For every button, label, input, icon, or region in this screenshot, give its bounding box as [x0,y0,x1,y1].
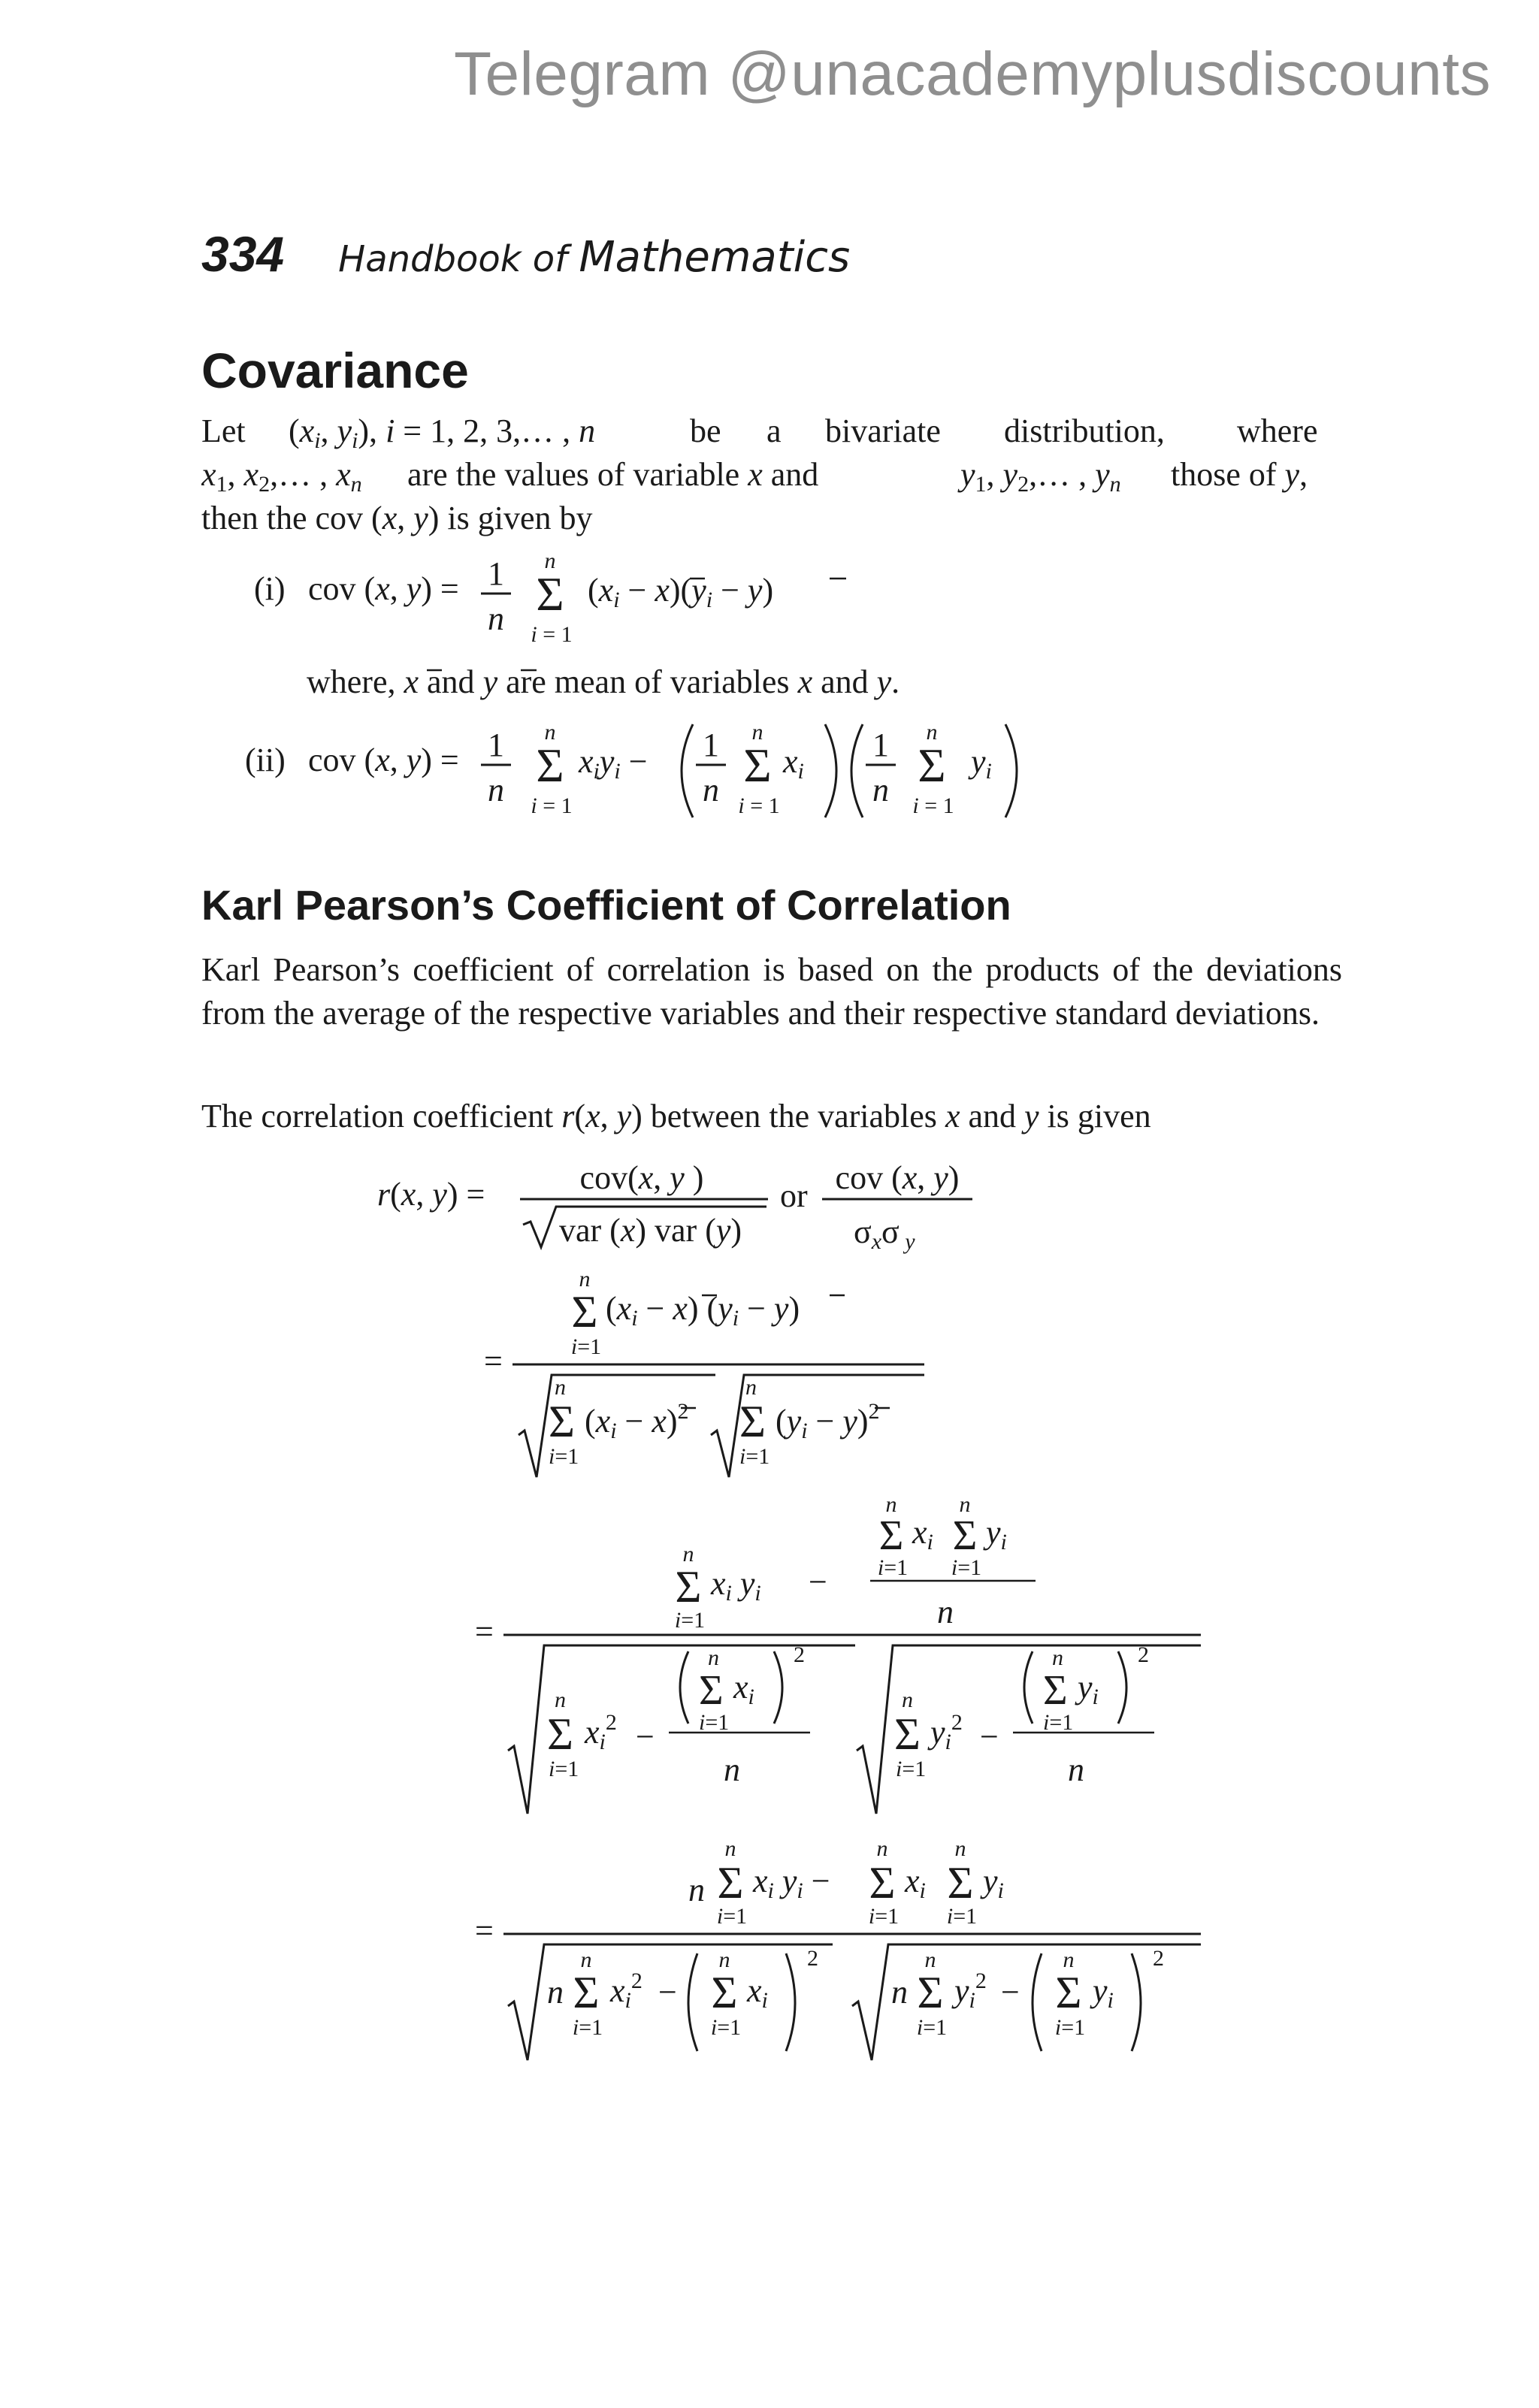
svg-text:i=1: i=1 [1043,1710,1074,1735]
svg-text:Σ: Σ [894,1709,921,1759]
svg-text:xiyi −: xiyi − [579,743,648,784]
svg-text:n: n [544,720,556,745]
svg-text:=: = [475,1912,494,1949]
svg-text:then the cov (x, y) is given b: then the cov (x, y) is given by [201,500,593,536]
pearson-paragraph-2-render [201,1094,1342,1139]
svg-text:(xi, yi), i = 1, 2, 3,… , n: (xi, yi), i = 1, 2, 3,… , n [289,412,596,453]
svg-text:1: 1 [488,727,504,763]
svg-text:n: n [926,720,938,745]
svg-text:=: = [484,1343,503,1379]
svg-text:i=1: i=1 [570,1334,602,1359]
svg-text:1: 1 [703,727,719,763]
svg-text:cov(x, y ): cov(x, y ) [579,1159,704,1196]
svg-text:yi: yi [1078,1669,1099,1709]
svg-text:Σ: Σ [547,1709,573,1759]
svg-text:Σ: Σ [536,739,564,792]
page-header [201,225,850,293]
svg-text:2: 2 [794,1642,805,1667]
svg-text:i=1: i=1 [710,2015,742,2040]
svg-text:n: n [1068,1751,1084,1788]
svg-text:var (x) var (y): var (x) var (y) [559,1212,742,1249]
svg-text:n: n [745,1375,757,1400]
svg-text:Σ: Σ [917,1968,944,2017]
svg-text:n: n [547,1974,564,2011]
svg-text:Σ: Σ [699,1667,724,1714]
svg-text:n: n [751,720,763,745]
svg-text:Σ: Σ [743,739,772,792]
svg-text:(xi − x)2: (xi − x)$^2$ [585,1399,689,1443]
svg-text:n: n [885,1495,897,1517]
svg-text:n: n [544,548,556,573]
svg-text:n: n [1063,1947,1075,1972]
svg-text:i=1: i=1 [896,1757,927,1781]
svg-text:−: − [809,1564,827,1600]
svg-text:n: n [724,1836,736,1861]
svg-text:y1, y2,… , yn: y1, y2,… , yn [960,456,1121,497]
svg-text:n: n [1052,1645,1063,1670]
svg-text:cov (x, y) =: cov (x, y) = [308,742,459,778]
svg-text:2: 2 [1153,1946,1164,1971]
svg-text:n: n [724,1751,740,1788]
pearson-formula-4 [472,1833,1208,2074]
svg-text:i=1: i=1 [674,1608,706,1633]
item1-label: (i) [254,570,286,607]
svg-text:xi: xi [747,1972,768,2013]
svg-text:i=1: i=1 [739,1444,770,1469]
svg-text:r(x, y) =: r(x, y) = [377,1176,485,1213]
svg-text:n: n [708,1645,719,1670]
svg-text:i = 1: i = 1 [531,793,573,818]
covariance-formula-1 [248,547,924,652]
pearson-paragraph-2 [201,1094,1342,1150]
svg-text:i = 1: i = 1 [912,793,954,818]
svg-text:Σ: Σ [1043,1667,1068,1714]
svg-text:yi2: $yi^2$ [954,1968,987,2013]
svg-text:n: n [937,1594,954,1630]
svg-text:Σ: Σ [1055,1968,1082,2017]
svg-text:n: n [488,772,504,808]
svg-text:x1, x2,… , xn: x1, x2,… , xn [201,456,362,497]
svg-text:a: a [766,412,782,449]
svg-text:cov (x, y) =: cov (x, y) = [308,570,459,607]
section-title-covariance: Covariance [201,343,469,398]
svg-text:xi2: $xi^2$ [585,1710,617,1754]
svg-text:−: − [980,1718,999,1755]
svg-text:Σ: Σ [573,1968,600,2017]
svg-text:where: where [1237,412,1318,449]
svg-text:distribution,: distribution, [1004,412,1165,449]
svg-text:i=1: i=1 [946,1904,978,1929]
svg-text:xi: xi [905,1863,926,1903]
svg-text:those of y,: those of y, [1171,456,1308,493]
svg-text:i = 1: i = 1 [531,622,573,647]
item2-label: (ii) [245,742,286,778]
svg-text:xi: xi [783,743,804,784]
svg-text:n: n [891,1974,908,2011]
svg-text:1: 1 [872,727,889,763]
svg-text:xi yi −: xi yi − [753,1863,830,1903]
covariance-formula-2 [242,714,1069,834]
svg-text:n: n [872,772,889,808]
svg-text:Σ: Σ [536,567,564,621]
svg-text:i=1: i=1 [699,1710,730,1735]
svg-text:The correlation coefficient r(: The correlation coefficient r(x, y) between the variables x and y is given [201,1098,1151,1135]
book-prefix: Handbook of [338,238,568,280]
svg-text:xi yi: xi yi [711,1565,761,1606]
svg-text:−: − [1001,1974,1020,2011]
svg-text:(yi − y)2: (yi − y)$^2$ [776,1399,880,1443]
svg-text:or: or [780,1177,808,1214]
svg-text:−: − [636,1718,655,1755]
svg-text:Σ: Σ [571,1287,598,1337]
svg-text:where, x and y are mean of var: where, x and y are mean of variables x and y. [307,663,900,700]
svg-text:xi: xi [912,1514,933,1554]
svg-text:xi2: $xi^2$ [610,1968,643,2013]
svg-text:1: 1 [488,555,504,592]
svg-text:yi: yi [983,1863,1004,1903]
svg-text:n: n [924,1947,936,1972]
page-number: 334 [201,226,285,282]
svg-text:σxσ y: σxσ y [854,1213,915,1254]
pearson-paragraph-1: Karl Pearson’s coefficient of correlation is based on the products of the deviations from the average of the respective variables and their respective standard deviations. [201,951,1342,1032]
svg-text:Σ: Σ [918,739,946,792]
svg-text:bivariate: bivariate [825,412,941,449]
svg-text:n: n [876,1836,888,1861]
svg-text:n: n [580,1947,592,1972]
section-title-pearson: Karl Pearson’s Coefficient of Correlation [201,881,1011,929]
svg-text:(xi − x) (yi − y): (xi − x) (yi − y) [606,1290,800,1331]
svg-text:n: n [902,1687,913,1712]
svg-text:Σ: Σ [549,1397,575,1446]
svg-text:are the values of variable x a: are the values of variable x and [407,456,819,493]
running-head [338,233,850,282]
svg-text:n: n [579,1270,591,1292]
svg-text:=: = [475,1613,494,1650]
svg-text:i=1: i=1 [868,1904,900,1929]
svg-text:yi: yi [971,743,992,784]
svg-text:n: n [682,1542,694,1567]
pearson-formula-3 [472,1495,1208,1826]
svg-text:n: n [688,1872,705,1908]
svg-text:yi: yi [986,1514,1007,1554]
svg-text:2: 2 [807,1946,818,1971]
svg-text:n: n [555,1687,566,1712]
svg-text:i=1: i=1 [916,2015,948,2040]
svg-text:n: n [555,1375,566,1400]
svg-text:i=1: i=1 [951,1555,982,1580]
svg-text:Σ: Σ [739,1397,766,1446]
svg-text:Σ: Σ [869,1858,896,1908]
covariance-intro-render [201,412,1342,547]
svg-text:Σ: Σ [952,1512,978,1559]
svg-text:cov (x, y): cov (x, y) [835,1159,960,1196]
svg-text:i=1: i=1 [716,1904,748,1929]
svg-text:2: 2 [1138,1642,1149,1667]
svg-text:xi: xi [733,1669,754,1709]
svg-text:i = 1: i = 1 [738,793,780,818]
svg-text:i=1: i=1 [877,1555,909,1580]
svg-text:Let: Let [201,412,246,449]
covariance-intro [201,412,1342,558]
svg-text:n: n [954,1836,966,1861]
svg-text:Σ: Σ [675,1562,702,1612]
svg-text:i=1: i=1 [572,2015,603,2040]
svg-text:Σ: Σ [878,1512,904,1559]
svg-text:n: n [488,600,504,637]
svg-text:−: − [658,1974,677,2011]
svg-text:i=1: i=1 [549,1444,579,1469]
svg-text:Σ: Σ [711,1968,738,2017]
svg-text:i=1: i=1 [549,1757,579,1781]
svg-text:yi: yi [1093,1972,1114,2013]
pearson-formula-1 [376,1150,1022,1262]
covariance-where-note [307,660,1133,705]
svg-text:yi2: $yi^2$ [930,1710,963,1754]
svg-text:n: n [703,772,719,808]
book-subject: Mathematics [579,233,851,282]
svg-text:i=1: i=1 [1054,2015,1086,2040]
svg-text:n: n [718,1947,730,1972]
svg-text:Σ: Σ [717,1858,744,1908]
pearson-formula-2 [473,1270,939,1488]
svg-text:n: n [959,1495,971,1517]
svg-text:be: be [690,412,721,449]
svg-text:(xi − x)(yi − y): (xi − x)(yi − y) [588,572,774,612]
watermark: Telegram @unacademyplusdiscounts [453,40,1491,108]
svg-text:Σ: Σ [947,1858,974,1908]
